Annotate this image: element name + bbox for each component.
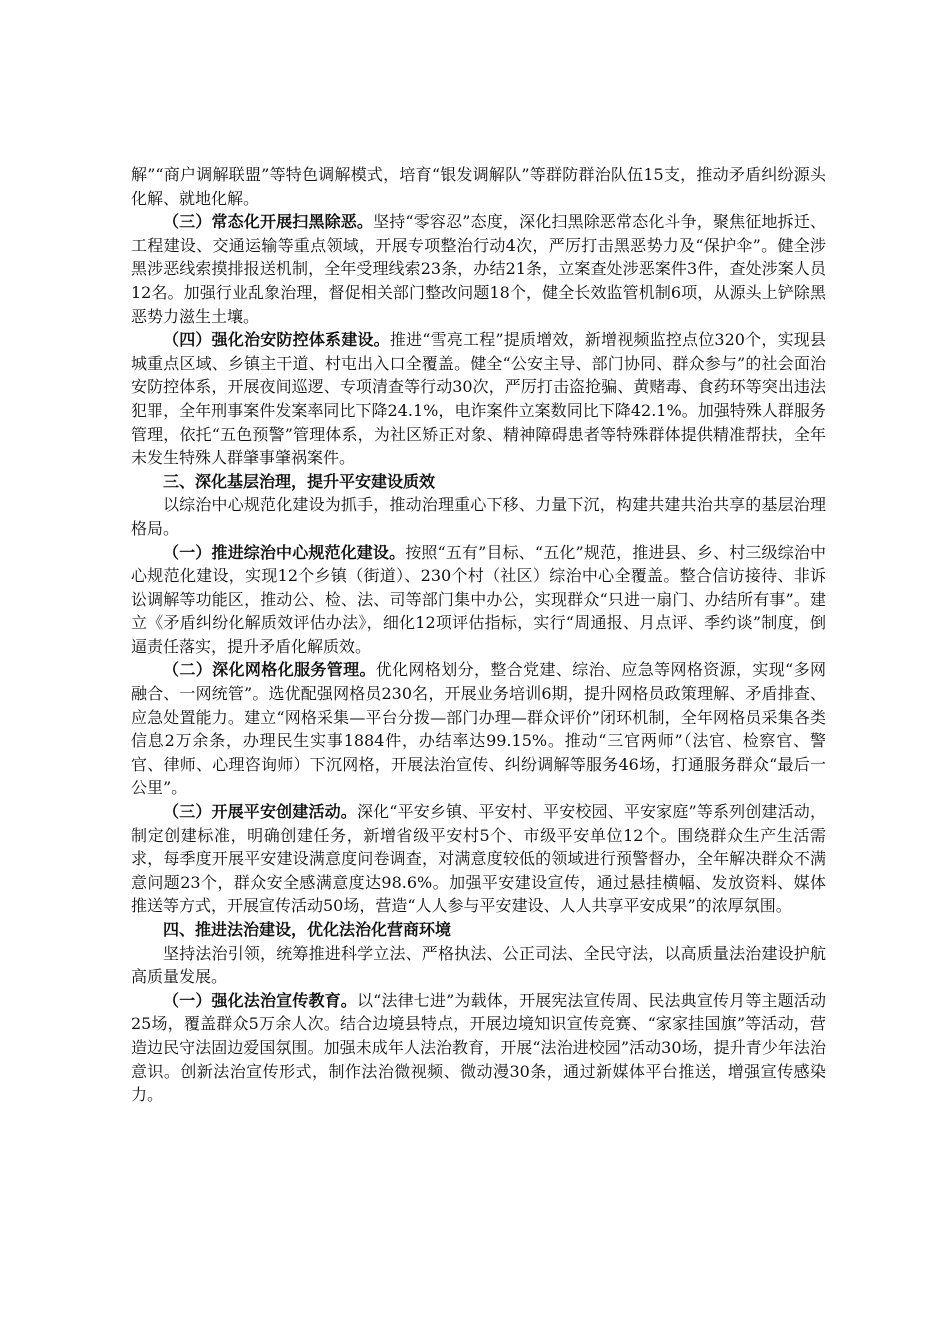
paragraph-text: 按照“五有”目标、“五化”规范，推进县、乡、村三级综治中心规范化建设，实现12个乡镇（街道）、230个村（社区）综治中心全覆盖。整合信访接待、非诉讼调解等功能区，推动公、检、法、司等部门集中办公，实现群众“只进一扇门、办结所有事”。建立《矛盾纠纷化解质效评估办法》，细化12项评估指标，实行“周通报、月点评、季约谈”制度，倒逼责任落实，提升矛盾化解质效。	[131, 542, 826, 656]
paragraph-section-3-intro	[131, 493, 826, 540]
paragraph-grid-management	[131, 658, 826, 800]
paragraph-security-prevention	[131, 328, 826, 470]
paragraph-lead: （三）开展平安创建活动。	[163, 802, 357, 822]
paragraph-text: 解”“商户调解联盟”等特色调解模式，培育“银发调解队”等群防群治队伍15支，推动矛盾纠纷源头化解、就地化解。	[131, 165, 826, 208]
paragraph-text: 深化“平安乡镇、平安村、平安校园、平安家庭”等系列创建活动，制定创建标准，明确创建任务，新增省级平安村5个、市级平安单位12个。围绕群众生产生活需求，每季度开展平安建设满意度问卷调查，对满意度较低的领域进行预警督办，全年解决群众不满意问题23个，群众安全感满意度达98.6%。加强平安建设宣传，通过悬挂横幅、发放资料、媒体推送等方式，开展宣传活动50场，营造“人人参与平安建设、人人共享平安成果”的浓厚氛围。	[131, 802, 826, 916]
document-page	[131, 163, 826, 1107]
section-heading-4	[131, 918, 826, 942]
section-heading-text: 三、深化基层治理，提升平安建设质效	[163, 471, 436, 491]
section-heading-text: 四、推进法治建设，优化法治化营商环境	[163, 920, 452, 939]
paragraph-text: 推进“雪亮工程”提质增效，新增视频监控点位320个，实现县城重点区域、乡镇主干道、村屯出入口全覆盖。健全“公安主导、部门协同、群众参与”的社会面治安防控体系，开展夜间巡逻、专项清查等行动30次，严厉打击盗抢骗、黄赌毒、食药环等突出违法犯罪，全年刑事案件发案率同比下降24.1%，电诈案件立案数同比下降42.1%。加强特殊人群服务管理，依托“五色预警”管理体系，为社区矫正对象、精神障碍患者等特殊群体提供精准帮扶，全年未发生特殊人群肇事肇祸案件。	[131, 330, 826, 468]
paragraph-text: 以综治中心规范化建设为抓手，推动治理重心下移、力量下沉，构建共建共治共享的基层治理格局。	[131, 495, 826, 538]
paragraph-lead: （三）常态化开展扫黑除恶。	[163, 212, 374, 232]
paragraph-comprehensive-center	[131, 541, 826, 659]
paragraph-lead: （四）强化治安防控体系建设。	[163, 330, 390, 350]
paragraph-legal-education	[131, 989, 826, 1107]
paragraph-section-4-intro	[131, 942, 826, 989]
paragraph-lead: （二）深化网格化服务管理。	[163, 660, 376, 680]
paragraph-text: 坚持法治引领，统筹推进科学立法、严格执法、公正司法、全民守法，以高质量法治建设护航高质量发展。	[131, 943, 826, 987]
paragraph-safety-campaign	[131, 800, 826, 918]
paragraph-text: 优化网格划分，整合党建、综治、应急等网格资源，实现“多网融合、一网统管”。选优配强网格员230名，开展业务培训6期，提升网格员政策理解、矛盾排查、应急处置能力。建立“网格采集—平台分拨—部门办理—群众评价”闭环机制，全年网格员采集各类信息2万余条，办理民生实事1884件，办结率达99.15%。推动“三官两师”（法官、检察官、警官、律师、心理咨询师）下沉网格，开展法治宣传、纠纷调解等服务46场，打通服务群众“最后一公里”。	[131, 660, 826, 798]
paragraph-crackdown-organized-crime	[131, 210, 826, 328]
paragraph-lead: （一）强化法治宣传教育。	[163, 990, 357, 1010]
paragraph-lead: （一）推进综治中心规范化建设。	[163, 542, 406, 562]
paragraph-continuation	[131, 163, 826, 210]
paragraph-text: 以“法律七进”为载体，开展宪法宣传周、民法典宣传月等主题活动25场，覆盖群众5万余人次。结合边境县特点，开展边境知识宣传竞赛、“家家挂国旗”等活动，营造边民守法固边爱国氛围。加强未成年人法治教育，开展“法治进校园”活动30场，提升青少年法治意识。创新法治宣传形式，制作法治微视频、微动漫30条，通过新媒体平台推送，增强宣传感染力。	[131, 990, 826, 1105]
section-heading-3	[131, 470, 826, 494]
paragraph-text: 坚持“零容忍”态度，深化扫黑除恶常态化斗争，聚焦征地拆迁、工程建设、交通运输等重点领域，开展专项整治行动4次，严厉打击黑恶势力及“保护伞”。健全涉黑涉恶线索摸排报送机制，全年受理线索23条，办结21条，立案查处涉恶案件3件，查处涉案人员12名。加强行业乱象治理，督促相关部门整改问题18个，健全长效监管机制6项，从源头上铲除黑恶势力滋生土壤。	[131, 212, 826, 326]
